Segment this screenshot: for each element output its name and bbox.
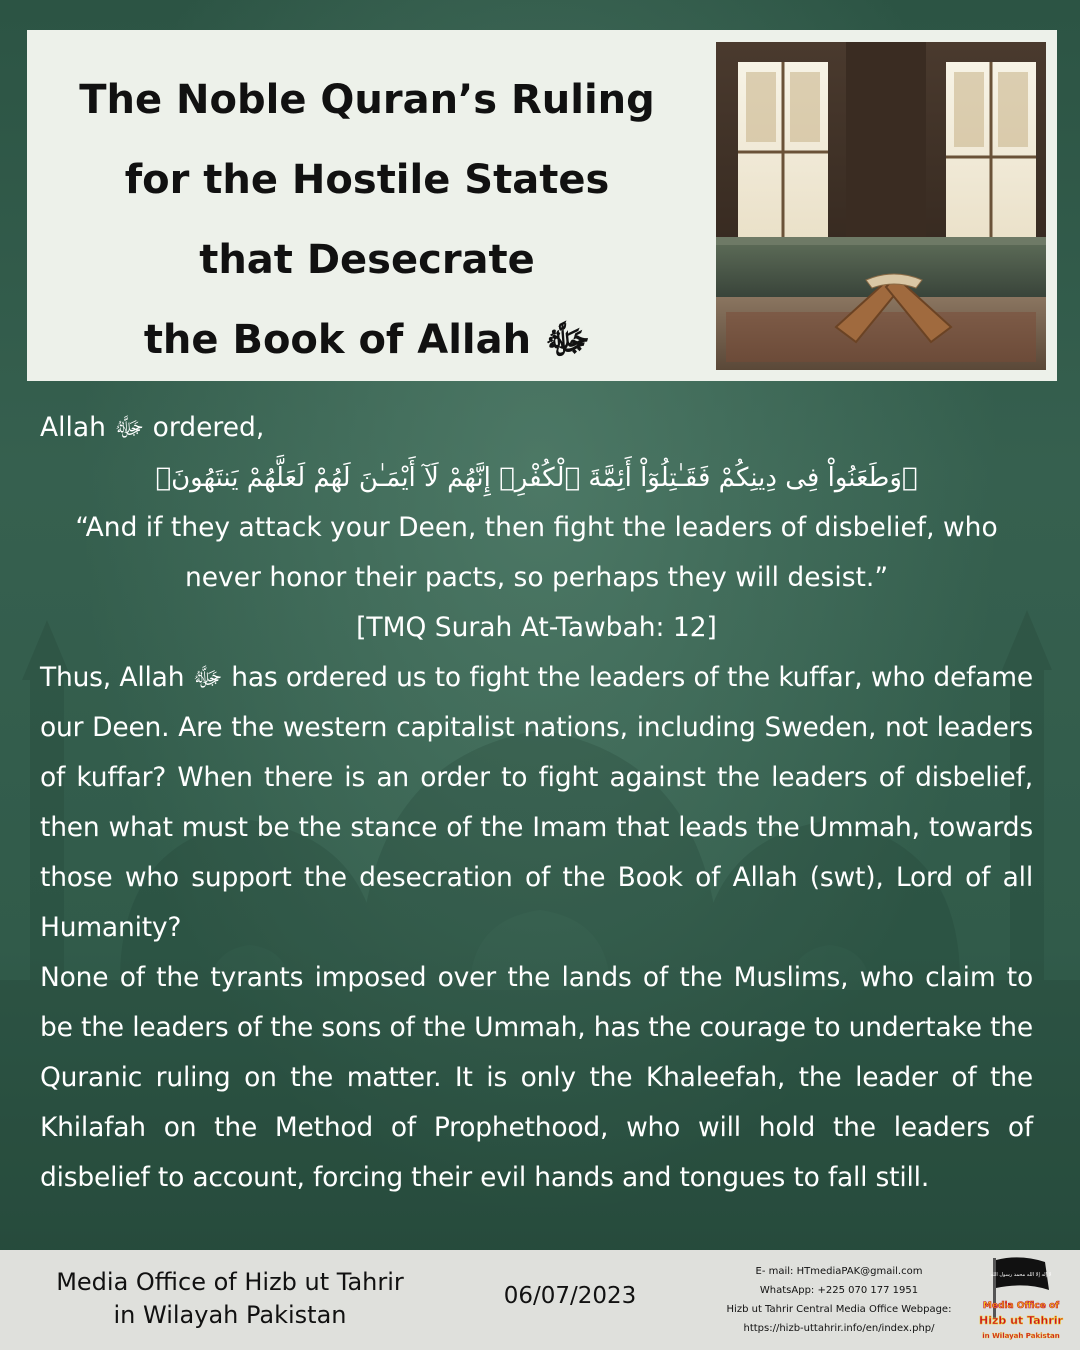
footer: [0, 1250, 1080, 1350]
verse-translation: “And if they attack your Deen, then fight the leaders of disbelief, who never honor their pacts, so perhaps they will desist.”: [75, 512, 998, 593]
logo-text-line: Media Office of: [982, 1301, 1060, 1311]
contact-whatsapp: WhatsApp: +225 070 177 1951: [759, 1285, 919, 1296]
title-line: that Desecrate: [199, 237, 535, 283]
verse-reference: [TMQ Surah At-Tawbah: 12]: [356, 612, 717, 643]
body-paragraph: None of the tyrants imposed over the lands of the Muslims, who claim to be the leaders of the sons of the Ummah, has the courage to undertake the Quranic ruling on the matter. It is only the Khaleefah, the leader of the Khilafah on the Method of Prophethood, who will hold the leaders of disbelief to account, forcing their evil hands and tongues to fall still.: [40, 962, 1033, 1193]
main-content: [40, 403, 1033, 1203]
title-line: The Noble Quran’s Ruling: [79, 77, 655, 123]
publish-date: 06/07/2023: [503, 1283, 637, 1309]
logo-text-line: in Wilayah Pakistan: [982, 1332, 1060, 1340]
contact-email: E- mail: HTmediaPAK@gmail.com: [755, 1266, 923, 1277]
title-line: for the Hostile States: [124, 157, 610, 203]
contact-info: [700, 1262, 978, 1338]
org-line: in Wilayah Pakistan: [113, 1301, 347, 1329]
org-line: Media Office of Hizb ut Tahrir: [56, 1268, 404, 1296]
media-office-logo: [975, 1252, 1065, 1348]
media-office-name: [20, 1266, 440, 1332]
header-panel: [27, 30, 1057, 381]
intro-text: Allah ﷻ ordered,: [40, 412, 265, 443]
arabic-verse: ﴿وَطَعَنُواْ فِى دِينِكُمْ فَقَـٰتِلُوٓاْ أَئِمَّةَ ٱلْكُفْرِۙ إِنَّهُمْ لَآ أَيْمَـٰنَ لَهُمْ لَعَلَّهُمْ يَنتَهُونَ﴾: [155, 463, 918, 493]
contact-webpage-label: Hizb ut Tahrir Central Media Office Webpage:: [726, 1304, 952, 1315]
title-line: the Book of Allah ﷻ: [143, 317, 591, 363]
body-paragraph: Thus, Allah ﷻ has ordered us to fight the leaders of the kuffar, who defame our Deen. Are the western capitalist nations, including Sweden, not leaders of kuffar? When there is an order to fight against the leaders of disbelief, then what must be the stance of the Imam that leads the Ummah, towards those who support the desecration of the Book of Allah (swt), Lord of all Humanity?: [40, 662, 1033, 943]
contact-webpage-url: https://hizb-uttahrir.info/en/index.php/: [743, 1323, 935, 1334]
quran-stand-photo: [716, 42, 1046, 370]
page-title: [47, 60, 687, 380]
logo-flag-text: لا إله إلا الله محمد رسول الله: [990, 1272, 1052, 1278]
logo-text-line: Hizb ut Tahrir: [979, 1314, 1063, 1327]
